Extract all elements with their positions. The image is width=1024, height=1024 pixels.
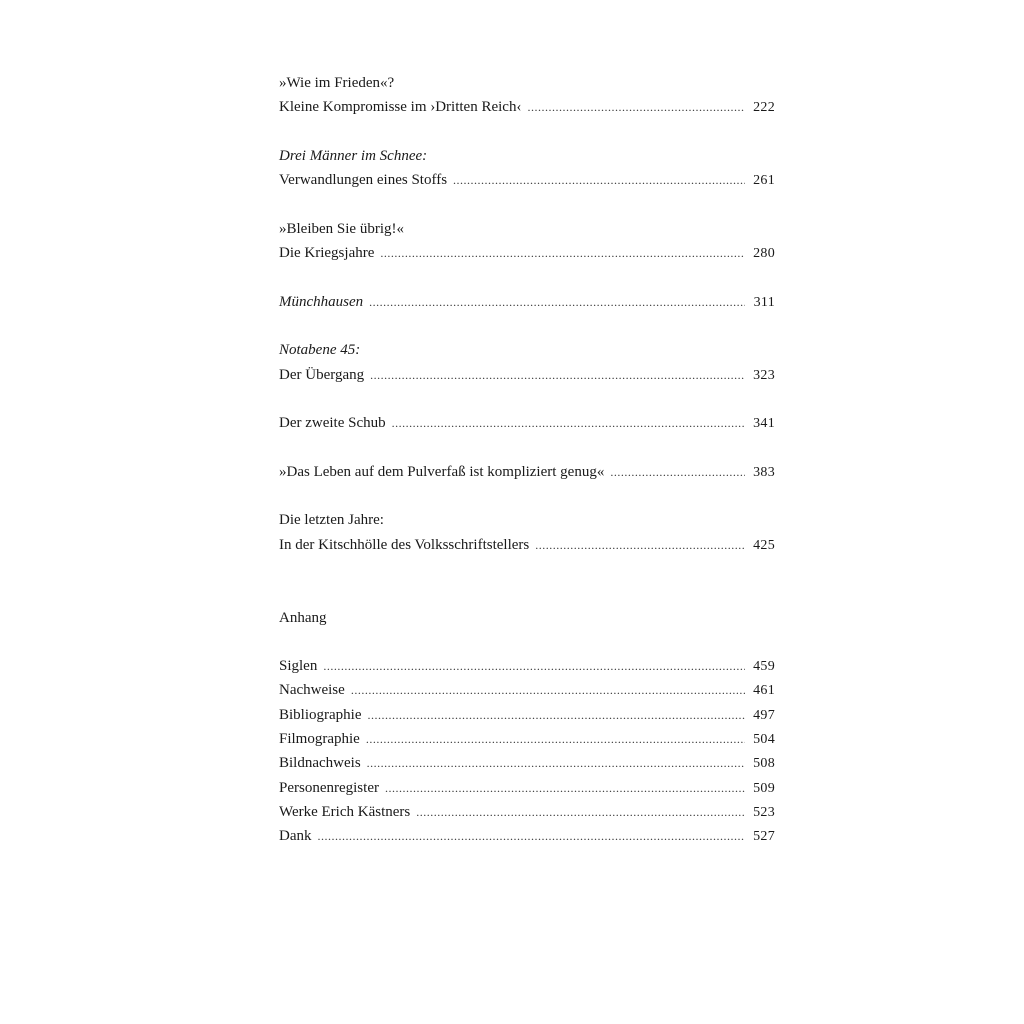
- spacer: [279, 484, 775, 508]
- table-of-contents: [279, 71, 775, 849]
- dot-leader: [453, 168, 745, 192]
- spacer: [279, 192, 775, 216]
- page-number: 508: [753, 756, 775, 772]
- toc-entry-row[interactable]: [279, 533, 775, 557]
- toc-entry-subtitle: Kleine Kompromisse im ›Dritten Reich‹: [279, 99, 522, 116]
- appendix-item[interactable]: [279, 703, 775, 727]
- toc-entry: [279, 290, 775, 314]
- toc-entry-subtitle: Verwandlungen eines Stoffs: [279, 172, 448, 189]
- dot-leader: [535, 533, 745, 557]
- toc-entry-title: »Das Leben auf dem Pulverfaß ist kompliziert genug«: [279, 463, 605, 480]
- spacer: [279, 435, 775, 459]
- toc-entry: [279, 460, 775, 484]
- toc-entry-title: Notabene 45:: [279, 342, 361, 359]
- page-number: 311: [753, 294, 775, 310]
- toc-entry-title: »Wie im Frieden«?: [279, 75, 395, 91]
- dot-leader: [527, 95, 745, 119]
- toc-entry-row[interactable]: [279, 363, 775, 387]
- appendix-item[interactable]: [279, 824, 775, 848]
- spacer: [279, 630, 775, 654]
- toc-entry-subtitle: In der Kitschhölle des Volksschriftstellers: [279, 536, 530, 553]
- toc-entry-row[interactable]: [279, 290, 775, 314]
- spacer: [279, 557, 775, 606]
- appendix-item[interactable]: [279, 678, 775, 702]
- page-number: 323: [753, 367, 775, 383]
- page-number: 383: [753, 464, 775, 480]
- spacer: [279, 387, 775, 411]
- appendix-item-label: Werke Erich Kästners: [279, 803, 411, 820]
- toc-entry-title: Münchhausen: [279, 293, 364, 310]
- toc-entry-title: Drei Männer im Schnee:: [279, 147, 428, 164]
- page-number: 523: [753, 804, 775, 820]
- toc-entry-row[interactable]: [279, 411, 775, 435]
- appendix-item[interactable]: [279, 654, 775, 678]
- appendix-item[interactable]: [279, 727, 775, 751]
- page-number: 509: [753, 780, 775, 796]
- page-number: 527: [753, 829, 775, 845]
- toc-entry: [279, 71, 775, 120]
- appendix-section: [279, 606, 775, 849]
- page-number: 497: [753, 707, 775, 723]
- dot-leader: [369, 290, 745, 314]
- appendix-item-label: Siglen: [279, 658, 318, 675]
- appendix-item-label: Nachweise: [279, 682, 345, 699]
- page-number: 341: [753, 416, 775, 432]
- appendix-item[interactable]: [279, 776, 775, 800]
- toc-entry-row[interactable]: [279, 168, 775, 192]
- toc-entry: [279, 217, 775, 266]
- dot-leader: [366, 727, 745, 751]
- toc-entry: [279, 508, 775, 557]
- dot-leader: [416, 800, 745, 824]
- spacer: [279, 314, 775, 338]
- dot-leader: [318, 824, 746, 848]
- page-number: 280: [753, 246, 775, 262]
- page-number: 461: [753, 683, 775, 699]
- dot-leader: [351, 678, 745, 702]
- page-number: 261: [753, 173, 775, 189]
- dot-leader: [367, 751, 745, 775]
- appendix-item-label: Bildnachweis: [279, 755, 361, 772]
- toc-entry-row[interactable]: [279, 460, 775, 484]
- page-number: 222: [753, 100, 775, 116]
- toc-entry: [279, 144, 775, 193]
- dot-leader: [323, 654, 745, 678]
- toc-entry-row[interactable]: [279, 95, 775, 119]
- toc-entry-subtitle: Der Übergang: [279, 366, 365, 383]
- page-number: 504: [753, 732, 775, 748]
- page-number: 459: [753, 659, 775, 675]
- dot-leader: [392, 411, 745, 435]
- dot-leader: [380, 241, 745, 265]
- toc-entry-subtitle: Die Kriegsjahre: [279, 245, 375, 262]
- dot-leader: [385, 776, 745, 800]
- dot-leader: [370, 363, 745, 387]
- toc-entry-title: Der zweite Schub: [279, 415, 386, 432]
- toc-entry: [279, 338, 775, 387]
- appendix-item[interactable]: [279, 800, 775, 824]
- dot-leader: [368, 703, 746, 727]
- toc-entry-title: Die letzten Jahre:: [279, 512, 384, 529]
- spacer: [279, 120, 775, 144]
- appendix-item-label: Bibliographie: [279, 706, 362, 723]
- page-number: 425: [753, 537, 775, 553]
- spacer: [279, 265, 775, 289]
- toc-entry: [279, 411, 775, 435]
- appendix-item-label: Filmographie: [279, 731, 360, 748]
- appendix-heading: Anhang: [279, 609, 327, 626]
- appendix-item-label: Personenregister: [279, 779, 379, 796]
- toc-entry-row[interactable]: [279, 241, 775, 265]
- appendix-item[interactable]: [279, 751, 775, 775]
- dot-leader: [610, 460, 745, 484]
- appendix-item-label: Dank: [279, 828, 312, 845]
- toc-entry-title: »Bleiben Sie übrig!«: [279, 220, 404, 237]
